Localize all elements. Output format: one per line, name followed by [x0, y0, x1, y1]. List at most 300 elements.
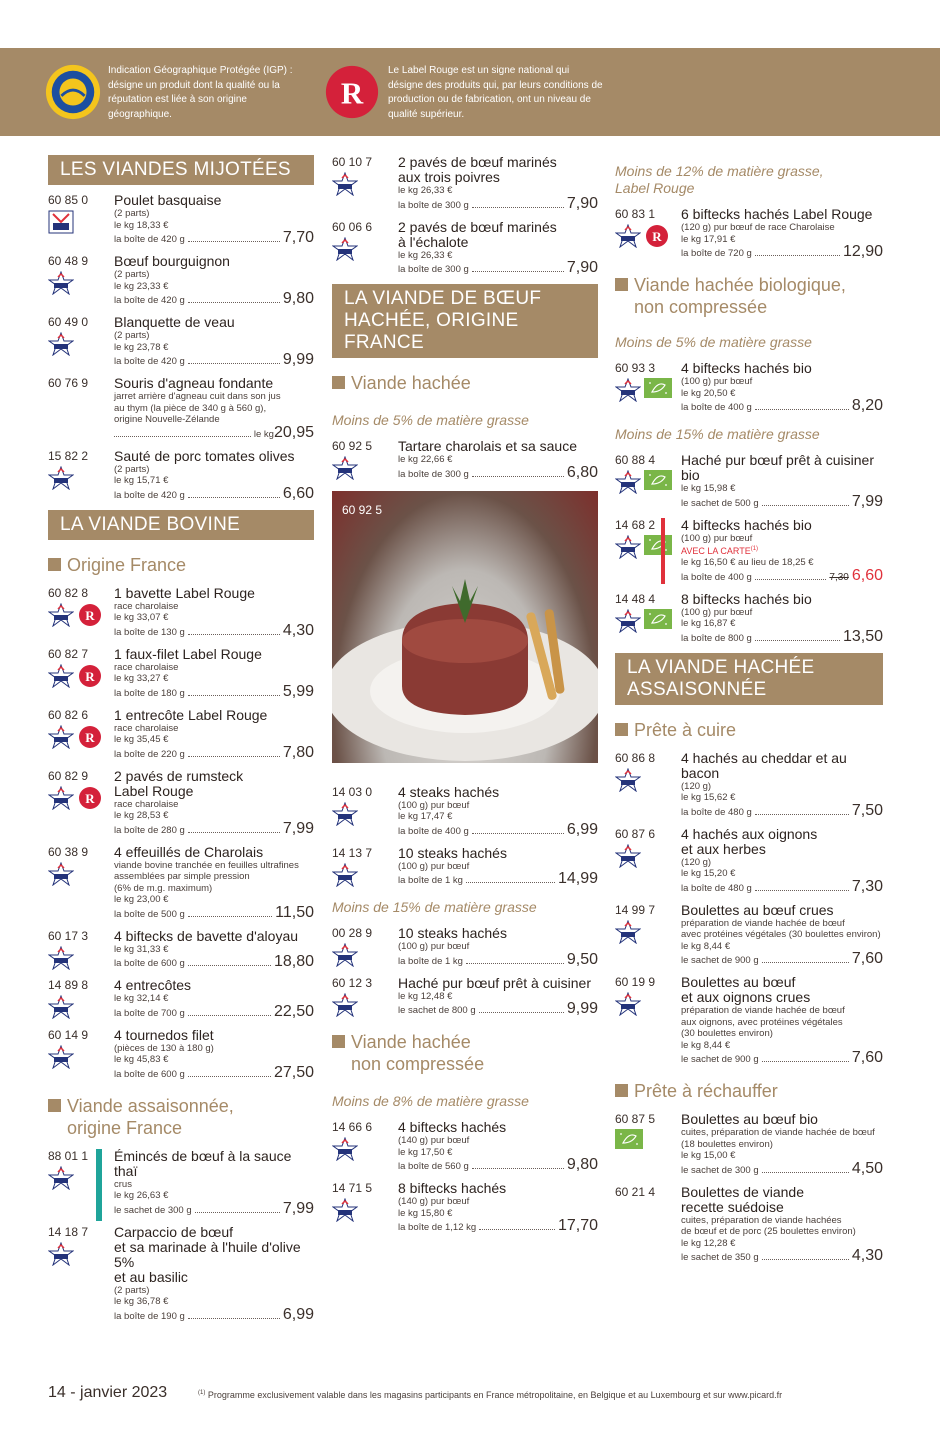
- price-per-kg: le kg 15,71 €: [114, 475, 169, 486]
- product-name-line2: et sa marinade à l'huile d'olive 5%: [114, 1238, 301, 1270]
- product-name-line2: recette suédoise: [681, 1198, 784, 1215]
- viande-bovine-francaise-icon: [48, 786, 74, 810]
- price-per-kg: le kg 15,98 €: [681, 483, 736, 494]
- subsection-label: Viande hachée: [351, 373, 471, 393]
- subsection-title: [48, 1095, 314, 1139]
- svg-text:R: R: [652, 229, 662, 244]
- fat-category: Moins de 15% de matière grasse: [615, 426, 820, 442]
- price-per-kg: le kg 33,07 €: [114, 612, 169, 623]
- package-size: la boîte de 190 g: [114, 1310, 185, 1322]
- svg-text:R: R: [85, 668, 95, 684]
- label-rouge-icon: [77, 786, 103, 810]
- product-name-line2: et aux oignons crues: [681, 989, 811, 1005]
- price: 7,99: [282, 1199, 314, 1217]
- price-per-kg: le kg 23,33 €: [114, 280, 169, 292]
- viande-bovine-francaise-icon: [332, 237, 358, 261]
- price: 11,50: [275, 903, 314, 921]
- fat-category: Moins de 5% de matière grasse: [332, 412, 529, 428]
- product-item[interactable]: [615, 903, 883, 968]
- product-detail: race charolaise: [114, 661, 179, 673]
- product-code: 00 28 9: [332, 926, 373, 940]
- product-name: 10 steaks hachés: [398, 925, 507, 941]
- price: 22,50: [273, 1002, 314, 1020]
- price: 7,60: [851, 950, 883, 967]
- product-code: 14 71 5: [332, 1181, 373, 1195]
- fat-category: Moins de 8% de matière grasse: [332, 1093, 529, 1109]
- price: 5,99: [282, 682, 314, 700]
- product-detail: (30 boulettes environ): [681, 1028, 773, 1039]
- product-detail: au thym (la pièce de 340 g à 560 g),: [114, 402, 267, 414]
- product-code: 14 68 2: [615, 517, 656, 532]
- product-item[interactable]: [332, 155, 598, 212]
- viande-bovine-francaise-icon: [48, 1166, 74, 1190]
- product-detail: (6% de m.g. maximum): [114, 882, 213, 894]
- product-detail: viande bovine tranchée en feuilles ultrafines: [114, 859, 299, 871]
- product-item[interactable]: [48, 978, 314, 1020]
- viande-bovine-francaise-icon: [615, 920, 641, 944]
- product-name: 6 biftecks hachés Label Rouge: [681, 206, 873, 222]
- product-name-line3: et au basilic: [114, 1268, 188, 1285]
- product-detail: (2 parts): [114, 269, 150, 280]
- product-detail: (100 g) pur bœuf: [681, 376, 753, 387]
- product-detail: (120 g): [681, 856, 712, 868]
- product-item[interactable]: [48, 647, 314, 700]
- package-size: la boîte de 300 g: [398, 264, 469, 275]
- subsection-label: non compressée: [351, 1054, 485, 1074]
- price-per-kg: le kg 26,33 €: [398, 185, 453, 196]
- product-item[interactable]: [332, 220, 598, 277]
- product-name: Boulettes au bœuf: [681, 974, 796, 990]
- price-per-kg: le kg 35,45 €: [114, 734, 169, 745]
- price: 12,90: [842, 243, 883, 260]
- product-name-line2: bio: [681, 467, 700, 483]
- product-detail: de bœuf et de porc (25 boulettes environ): [681, 1226, 856, 1237]
- price: 8,20: [851, 397, 883, 414]
- product-code: 60 17 3: [48, 928, 89, 943]
- product-name: Tartare charolais et sa sauce: [398, 438, 577, 454]
- product-detail: (100 g) pur bœuf: [398, 860, 470, 872]
- viande-bovine-francaise-icon: [332, 802, 358, 826]
- package-size: la boîte de 600 g: [114, 1068, 185, 1080]
- product-name: Bœuf bourguignon: [114, 253, 230, 269]
- price-per-kg: le kg 32,14 €: [114, 993, 169, 1004]
- product-detail: (100 g) pur bœuf: [398, 941, 470, 952]
- product-name: Émincés de bœuf à la sauce thaï: [114, 1147, 292, 1179]
- subsection-label: Viande hachée biologique,: [634, 275, 846, 295]
- price: 4,50: [851, 1159, 883, 1177]
- viande-bovine-francaise-icon: [48, 995, 74, 1019]
- price: 14,99: [557, 870, 598, 887]
- price-per-kg: le kg 15,00 €: [681, 1150, 736, 1161]
- package-size: la boîte de 480 g: [681, 882, 752, 894]
- viande-bovine-francaise-icon: [48, 862, 74, 886]
- product-code: 60 87 6: [615, 826, 656, 841]
- price: 7,70: [282, 229, 314, 246]
- promo-label: AVEC LA CARTE: [681, 546, 751, 556]
- package-size: la boîte de 220 g: [114, 748, 185, 760]
- product-detail: préparation de viande hachée de bœuf: [681, 1005, 845, 1016]
- section-title-line1: LA VIANDE HACHÉE: [627, 656, 815, 678]
- product-detail: (120 g) pur bœuf de race Charolaise: [681, 222, 835, 233]
- package-size: la boîte de 420 g: [114, 356, 185, 367]
- product-name: Carpaccio de bœuf: [114, 1223, 234, 1240]
- product-name: Haché pur bœuf prêt à cuisiner: [681, 452, 874, 468]
- product-detail: crus: [114, 1178, 132, 1190]
- package-size: la boîte de 560 g: [398, 1161, 469, 1172]
- product-item[interactable]: [615, 1112, 883, 1177]
- product-code: 14 89 8: [48, 978, 89, 992]
- price: 7,90: [566, 194, 598, 212]
- fat-category: Moins de 5% de matière grasse: [615, 334, 812, 350]
- price: 9,50: [566, 950, 598, 968]
- product-detail: (120 g): [681, 780, 712, 792]
- promo-price: 6,60: [851, 566, 883, 584]
- product-item[interactable]: [615, 975, 883, 1066]
- product-item[interactable]: [615, 592, 883, 645]
- price: 7,50: [851, 801, 883, 819]
- price: 17,70: [557, 1217, 598, 1234]
- package-size: la boîte de 420 g: [114, 234, 185, 245]
- product-item[interactable]: [48, 708, 314, 761]
- product-item[interactable]: [48, 193, 314, 246]
- product-item[interactable]: [48, 769, 314, 837]
- price-per-kg: le kg 17,91 €: [681, 233, 736, 245]
- product-name: 1 entrecôte Label Rouge: [114, 706, 268, 723]
- viande-bovine-francaise-icon: [332, 863, 358, 887]
- product-item[interactable]: [48, 586, 314, 639]
- product-name: 4 biftecks de bavette d'aloyau: [114, 927, 299, 944]
- product-name: Boulettes au bœuf bio: [681, 1111, 818, 1127]
- price-per-kg: le kg 15,62 €: [681, 792, 736, 803]
- product-name-line2: et aux herbes: [681, 840, 766, 857]
- viande-bovine-francaise-icon: [332, 1198, 358, 1222]
- subsection-title: [48, 554, 314, 576]
- product-item[interactable]: [615, 751, 883, 819]
- fat-category: [615, 163, 883, 197]
- price-per-kg: le kg 26,63 €: [114, 1190, 169, 1201]
- subsection-label: Viande assaisonnée,: [67, 1095, 234, 1116]
- product-item[interactable]: [332, 439, 598, 481]
- product-name: 4 hachés au cheddar et au bacon: [681, 749, 847, 781]
- product-item[interactable]: [48, 1225, 314, 1323]
- viande-bovine-francaise-icon: [615, 768, 641, 792]
- product-code: 60 88 4: [615, 453, 656, 467]
- price-per-kg: le kg 12,28 €: [681, 1237, 736, 1249]
- package-size: le sachet de 300 g: [114, 1204, 192, 1216]
- fat-category: Moins de 15% de matière grasse: [332, 899, 537, 915]
- product-code: 60 12 3: [332, 975, 373, 990]
- product-detail: (18 boulettes environ): [681, 1138, 773, 1150]
- product-item[interactable]: [48, 1149, 314, 1217]
- package-size: la boîte de 720 g: [681, 248, 752, 259]
- product-code: 15 82 2: [48, 448, 89, 463]
- section-title-line2: ASSAISONNÉE: [627, 678, 767, 700]
- product-code: 60 49 0: [48, 315, 89, 329]
- viande-bovine-francaise-icon: [48, 1045, 74, 1069]
- package-size: le sachet de 500 g: [681, 497, 759, 509]
- svg-text:R: R: [85, 607, 95, 623]
- product-code: 60 48 9: [48, 254, 89, 268]
- product-detail: (140 g) pur bœuf: [398, 1196, 470, 1207]
- product-item[interactable]: [615, 827, 883, 895]
- price: 7,80: [282, 743, 314, 761]
- price-per-kg: le kg 20,50 €: [681, 387, 736, 399]
- crus-marker: [96, 1149, 102, 1221]
- subsection-title: [615, 274, 883, 318]
- product-name: 4 hachés aux oignons: [681, 825, 818, 842]
- product-item[interactable]: [332, 1120, 598, 1173]
- price-per-kg: le kg 17,50 €: [398, 1146, 453, 1158]
- label-rouge-description: Le Label Rouge est un signe national qui désigne des produits qui, par leurs conditions de production ou de fabrication, ont un niveau de qualité supérieur.: [388, 65, 603, 120]
- subsection-title: [332, 1031, 598, 1075]
- header-banner: [0, 48, 940, 136]
- product-name: 2 pavés de rumsteck: [114, 767, 244, 784]
- subsection-label: Origine France: [67, 554, 187, 575]
- column-2: [332, 155, 598, 1242]
- viande-bovine-francaise-icon: [48, 664, 74, 688]
- product-name: 4 entrecôtes: [114, 977, 192, 993]
- label-rouge-logo-icon: [322, 63, 382, 121]
- product-item[interactable]: [615, 1185, 883, 1265]
- product-item[interactable]: [332, 1181, 598, 1234]
- viande-bovine-francaise-icon: [615, 609, 641, 633]
- product-detail: (100 g) pur bœuf: [398, 799, 470, 811]
- product-name: Blanquette de veau: [114, 314, 235, 330]
- product-name: 8 biftecks hachés bio: [681, 590, 812, 607]
- product-code: 60 86 8: [615, 750, 656, 765]
- viande-bovine-francaise-icon: [48, 603, 74, 627]
- subsection-title: [615, 719, 883, 741]
- column-1: [48, 155, 314, 1331]
- product-code: 60 93 3: [615, 361, 656, 375]
- product-name: 4 biftecks hachés bio: [681, 516, 812, 533]
- package-size: la boîte de 420 g: [114, 489, 185, 501]
- product-item[interactable]: [615, 453, 883, 510]
- column-3: [615, 155, 883, 1272]
- product-name: Boulettes au bœuf crues: [681, 901, 834, 918]
- price: 6,80: [566, 463, 598, 481]
- price: 7,60: [851, 1049, 883, 1066]
- package-size: la boîte de 480 g: [681, 806, 752, 818]
- product-name: Haché pur bœuf prêt à cuisiner: [398, 974, 591, 991]
- price-per-kg: le kg 8,44 €: [681, 940, 731, 952]
- product-code: 60 82 6: [48, 707, 89, 722]
- price: 27,50: [273, 1063, 314, 1081]
- product-code: 60 14 9: [48, 1027, 89, 1042]
- price: 6,60: [282, 484, 314, 502]
- product-detail: (2 parts): [114, 1284, 150, 1296]
- price: 7,30: [851, 877, 883, 895]
- viande-bovine-francaise-icon: [48, 332, 74, 356]
- porc-francais-icon: [48, 466, 74, 490]
- subsection-title: [615, 1080, 883, 1102]
- price: 4,30: [282, 621, 314, 639]
- igp-description: Indication Géographique Protégée (IGP) : désigne un produit dont la qualité ou la réputation est liée à son origine géographique.: [108, 65, 293, 120]
- package-size: le sachet de 900 g: [681, 955, 759, 966]
- product-item[interactable]: [48, 254, 314, 307]
- viande-bovine-francaise-icon: [332, 1137, 358, 1161]
- tartare-photo: [332, 491, 598, 763]
- subsection-label: non compressée: [634, 297, 768, 317]
- product-detail: race charolaise: [114, 798, 179, 810]
- product-code: 14 18 7: [48, 1224, 89, 1239]
- fat-category-line1: Moins de 12% de matière grasse,: [615, 163, 824, 179]
- product-code: 60 76 9: [48, 376, 89, 390]
- viande-bovine-francaise-icon: [615, 378, 641, 402]
- product-code: 14 13 7: [332, 845, 373, 860]
- product-code: 14 66 6: [332, 1120, 373, 1134]
- section-title: LA VIANDE BOVINE: [48, 510, 314, 540]
- price-per-kg: le kg 12,48 €: [398, 990, 453, 1002]
- viande-bovine-francaise-icon: [48, 946, 74, 970]
- page-number: 14 - janvier 2023: [48, 1384, 168, 1401]
- product-name: 4 biftecks hachés: [398, 1119, 507, 1135]
- product-item[interactable]: [332, 846, 598, 888]
- eu-organic-leaf-icon: [644, 535, 672, 555]
- viande-bovine-francaise-icon: [615, 844, 641, 868]
- product-detail: aux oignons, avec protéines végétales: [681, 1016, 843, 1028]
- eu-organic-leaf-icon: [644, 378, 672, 398]
- product-name: 4 steaks hachés: [398, 783, 500, 800]
- package-size: la boîte de 400 g: [681, 571, 752, 583]
- price-per-kg: le kg 16,87 €: [681, 618, 736, 629]
- price-per-kg: le kg 31,33 €: [114, 943, 169, 955]
- product-name: Souris d'agneau fondante: [114, 375, 274, 391]
- price-per-kg: le kg 45,83 €: [114, 1054, 169, 1065]
- product-code: 14 03 0: [332, 784, 373, 799]
- product-item[interactable]: [332, 926, 598, 968]
- price: 9,99: [282, 351, 314, 368]
- package-size: le sachet de 800 g: [398, 1005, 476, 1016]
- product-code: 60 38 9: [48, 844, 89, 859]
- package-size: le kg: [253, 428, 274, 440]
- viande-bovine-francaise-icon: [332, 943, 358, 967]
- viande-bovine-francaise-icon: [332, 172, 358, 196]
- product-item[interactable]: [48, 845, 314, 921]
- price-per-kg: le kg 33,27 €: [114, 673, 169, 684]
- package-size: le sachet de 900 g: [681, 1054, 759, 1065]
- product-item[interactable]: [332, 976, 598, 1018]
- price-per-kg: le kg 22,66 €: [398, 454, 453, 465]
- package-size: la boîte de 400 g: [681, 402, 752, 413]
- label-rouge-icon: [77, 725, 103, 749]
- price: 4,30: [851, 1247, 883, 1264]
- product-detail: (100 g) pur bœuf: [681, 532, 753, 544]
- product-detail: (140 g) pur bœuf: [398, 1135, 470, 1146]
- product-item[interactable]: [615, 207, 883, 260]
- price: 7,90: [566, 259, 598, 276]
- svg-text:R: R: [85, 790, 95, 806]
- price-per-kg: le kg 28,53 €: [114, 810, 169, 821]
- product-item[interactable]: [48, 1028, 314, 1081]
- viande-bovine-francaise-icon: [615, 992, 641, 1016]
- product-code: 60 82 9: [48, 768, 89, 783]
- viande-bovine-francaise-icon: [332, 993, 358, 1017]
- product-item[interactable]: [332, 785, 598, 838]
- eu-organic-leaf-icon: [644, 609, 672, 629]
- price-per-kg: le kg 23,78 €: [114, 341, 169, 353]
- viande-bovine-francaise-icon: [615, 470, 641, 494]
- product-detail: (100 g) pur bœuf: [681, 606, 753, 618]
- product-detail: (pièces de 130 à 180 g): [114, 1042, 214, 1054]
- section-title: [332, 284, 598, 358]
- product-item[interactable]: [615, 361, 883, 414]
- subsection-label: origine France: [67, 1117, 183, 1138]
- product-name: 1 bavette Label Rouge: [114, 584, 255, 601]
- product-name: 10 steaks hachés: [398, 844, 507, 861]
- package-size: la boîte de 500 g: [114, 908, 185, 920]
- eu-organic-leaf-icon: [644, 470, 672, 490]
- viande-bovine-francaise-icon: [48, 725, 74, 749]
- product-name: 4 biftecks hachés bio: [681, 360, 812, 376]
- product-detail: cuites, préparation de viande hachée de bœuf: [681, 1127, 875, 1138]
- package-size: la boîte de 420 g: [114, 295, 185, 306]
- price-per-kg: le kg 17,47 €: [398, 811, 453, 822]
- viande-bovine-francaise-icon: [615, 535, 641, 559]
- package-size: la boîte de 280 g: [114, 824, 185, 836]
- price-per-kg: le kg 18,33 €: [114, 219, 169, 231]
- subsection-label: Viande hachée: [351, 1032, 471, 1052]
- viande-bovine-francaise-icon: [48, 271, 74, 295]
- footnote-text: Programme exclusivement valable dans les magasins participants en France métropolitaine, en Belgique et au Luxembourg et sur www.picard.fr: [207, 1390, 783, 1400]
- loyalty-card-promo: AVEC LA CARTE$^{(1)}$: [681, 546, 759, 556]
- product-code: 60 82 8: [48, 585, 89, 600]
- product-detail: (2 parts): [114, 208, 150, 219]
- product-detail: origine Nouvelle-Zélande: [114, 414, 220, 425]
- product-item[interactable]: [48, 376, 314, 441]
- product-code: 60 87 5: [615, 1112, 656, 1126]
- product-detail: (2 parts): [114, 463, 150, 475]
- package-size: la boîte de 1 kg: [398, 955, 463, 967]
- fat-category-line2: Label Rouge: [615, 180, 695, 196]
- section-title: [615, 653, 883, 705]
- viande-bovine-francaise-icon: [332, 456, 358, 480]
- price: 18,80: [273, 953, 314, 970]
- product-item-promo[interactable]: [615, 518, 883, 584]
- package-size: la boîte de 400 g: [398, 825, 469, 837]
- price-per-kg: le kg 26,33 €: [398, 249, 453, 261]
- product-detail: (2 parts): [114, 330, 150, 341]
- product-item[interactable]: [48, 929, 314, 971]
- product-detail: jarret arrière d'agneau cuit dans son jus: [114, 391, 281, 402]
- svg-text:R: R: [340, 75, 364, 111]
- product-name: Sauté de porc tomates olives: [114, 447, 295, 464]
- product-item[interactable]: [48, 449, 314, 502]
- label-rouge-icon: [77, 664, 103, 688]
- label-rouge-icon: [644, 224, 670, 248]
- product-name: Poulet basquaise: [114, 192, 222, 208]
- package-size: la boîte de 300 g: [398, 199, 469, 211]
- price: 6,99: [282, 1305, 314, 1323]
- product-name-line2: à l'échalote: [398, 233, 469, 250]
- product-name: 8 biftecks hachés: [398, 1180, 507, 1196]
- price-per-kg: le kg 36,78 €: [114, 1296, 169, 1307]
- package-size: la boîte de 180 g: [114, 687, 185, 699]
- product-name: 1 faux-filet Label Rouge: [114, 645, 262, 662]
- product-detail: race charolaise: [114, 722, 179, 734]
- package-size: le sachet de 350 g: [681, 1252, 759, 1263]
- package-size: la boîte de 130 g: [114, 626, 185, 638]
- section-title: LES VIANDES MIJOTÉES: [48, 155, 314, 185]
- product-item[interactable]: [48, 315, 314, 368]
- volaille-francaise-icon: [48, 210, 74, 234]
- product-code: 60 06 6: [332, 219, 373, 234]
- product-detail: cuites, préparation de viande hachées: [681, 1214, 842, 1226]
- price: 9,80: [566, 1156, 598, 1173]
- product-detail: race charolaise: [114, 600, 179, 612]
- product-name-line2: aux trois poivres: [398, 169, 500, 185]
- product-name: 4 effeuillés de Charolais: [114, 843, 264, 860]
